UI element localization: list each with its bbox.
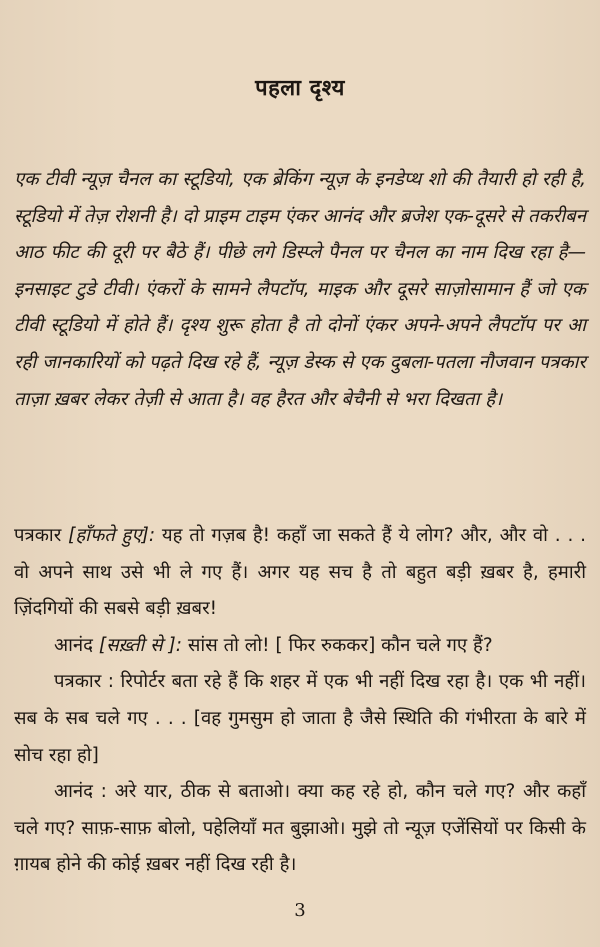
speaker-name: आनंद [54,634,93,656]
stage-direction-text: एक टीवी न्यूज़ चैनल का स्टूडियो, एक ब्रेकिंग न्यूज़ के इनडेप्थ शो की तैयारी हो रही है, स्टूडियो में तेज़ रोशनी है। दो प्राइम टाइम एंकर आनंद और ब्रजेश एक-दूसरे से तकरीबन आठ फीट की दूरी पर बैठे हैं। पीछे लगे डिस्प्ले पैनल पर चैनल का नाम दिख रहा है—इनसाइट टुडे टीवी। एंकरों के सामने लैपटॉप, माइक और दूसरे साज़ोसामान हैं जो एक टीवी स्टूडियो में होते हैं। दृश्य शुरू होता है तो दोनों एंकर अपने-अपने लैपटॉप पर आ रही जानकारियों को पढ़ते दिख रहे हैं, न्यूज़ डेस्क से एक दुबला-पतला नौजवान पत्रकार ताज़ा ख़बर लेकर तेज़ी से आता है। वह हैरत और बेचैनी से भरा दिखता है। [14,169,586,410]
dialogue-text: अरे यार, ठीक से बताओ। क्या कह रहे हो, कौन चले गए? और कहाँ चले गए? साफ़-साफ़ बोलो, पहेलियाँ मत बुझाओ। मुझे तो न्यूज़ एजेंसियों पर किसी के ग़ायब होने की कोई ख़बर नहीं दिख रही है। [14,781,586,876]
dialogue-section [14,518,586,884]
speaker-name: आनंद : [54,781,107,803]
page-number: 3 [294,900,306,921]
dialogue-line [14,774,586,884]
dialogue-text: रिपोर्टर बता रहे हैं कि शहर में एक भी नहीं दिख रहा है। एक भी नहीं। सब के सब चले गए . . . [वह गुमसुम हो जाता है जैसे स्थिति की गंभीरता के बारे में सोच रहा हो] [14,671,586,766]
stage-cue: [सख़्ती से ]: [98,634,183,656]
dialogue-line [14,664,586,774]
speaker-name: पत्रकार : [54,671,115,693]
dialogue-text: सांस तो लो! [ फिर रुककर] कौन चले गए हैं? [182,634,493,656]
dialogue-line [14,628,586,665]
stage-direction [14,162,586,418]
scene-heading: पहला दृश्य [255,76,345,101]
speaker-name: पत्रकार [14,525,62,546]
dialogue-line [14,518,586,628]
dialogue-text: यह तो गज़ब है! कहाँ जा सकते हैं ये लोग? और, और वो . . . वो अपने साथ उसे भी ले गए हैं। अगर यह सच है तो बहुत बड़ी ख़बर है, हमारी ज़िंदगियों की सबसे बड़ी ख़बर! [14,525,587,620]
stage-cue: [हाँफते हुए]: [68,525,156,546]
